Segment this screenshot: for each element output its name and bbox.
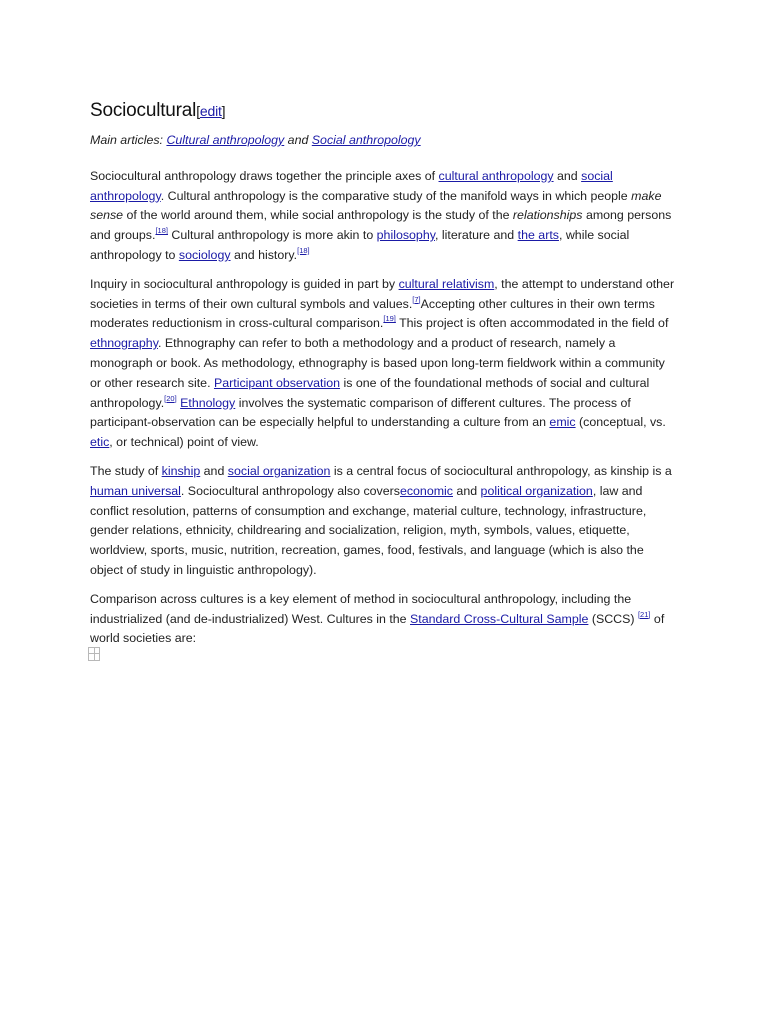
citation-link[interactable]: [19] [383, 314, 396, 324]
link-social-organization[interactable]: social organization [227, 463, 331, 478]
citation-link[interactable]: [21] [637, 609, 651, 619]
link-participant-observation[interactable]: Participant observation [213, 375, 341, 390]
link-kinship[interactable]: kinship [161, 463, 201, 478]
paragraph-3: The study of kinship and social organization is a central focus of sociocultural anthropology, as kinship is a human universal. Sociocultural anthropology also coverseconomic and political organization, law and conflict resolution, patterns of consumption and exchange, material culture, technology, infrastructure, gender relations, ethnicity, childrearing and socialization, religion, myth, symbols, values, etiquette, worldview, sports, music, nutrition, recreation, games, food, festivals, and language (which is also the object of study in linguistic anthropology). [90, 463, 672, 577]
edit-link[interactable]: edit [199, 103, 222, 119]
link-ethnography[interactable]: ethnography [90, 336, 158, 351]
link-cultural-anthropology[interactable]: cultural anthropology [438, 168, 554, 183]
link-emic[interactable]: emic [549, 415, 576, 430]
citation-21 [638, 610, 651, 619]
hatnote-main-articles: Main articles: Cultural anthropology and Social anthropology [90, 133, 421, 147]
article-content [90, 98, 678, 658]
link-economic[interactable]: economic [399, 483, 453, 498]
link-ethnology[interactable]: Ethnology [180, 395, 236, 410]
link-sociology[interactable]: sociology [178, 247, 231, 262]
paragraph-2: Inquiry in sociocultural anthropology is guided in part by cultural relativism, the attempt to understand other societies in terms of their own cultural symbols and values.[7]Accepting other cultures in their own terms moderates reductionism in cross-cultural comparison.[19] This project is often accommodated in the field of ethnography. Ethnography can refer to both a methodology and a product of research, namely a monograph or book. As methodology, ethnography is based upon long-term fieldwork within a community or other research site. Participant observation is one of the foundational methods of social and cultural anthropology.[20] Ethnology involves the systematic comparison of different cultures. The process of participant-observation can be especially helpful to understanding a culture from an emic (conceptual, vs. etic, or technical) point of view. [90, 276, 675, 450]
link-human-universal[interactable]: human universal [90, 483, 181, 498]
link-social-anthropology[interactable]: social anthropology [90, 168, 613, 203]
citation-19 [383, 314, 396, 323]
paragraph-4: Comparison across cultures is a key element of method in sociocultural anthropology, including the industrialized (and de-industrialized) West. Cultures in the Standard Cross-Cultural Sample (SCCS) [21] of world societies are: [90, 591, 665, 646]
citation-link[interactable]: [18] [297, 245, 310, 255]
link-standard-cross-cultural-sample[interactable]: Standard Cross-Cultural Sample [410, 611, 589, 626]
citation-18-b [297, 246, 310, 255]
link-etic[interactable]: etic [90, 435, 110, 450]
citation-18 [155, 226, 168, 235]
citation-link[interactable]: [18] [155, 226, 168, 236]
citation-link[interactable]: [20] [164, 393, 177, 403]
link-cultural-anthropology-article[interactable]: Cultural anthropology [166, 133, 285, 147]
edit-section: [edit] [196, 103, 226, 119]
citation-link[interactable]: [7] [412, 294, 421, 304]
citation-20 [164, 394, 177, 403]
section-title: Sociocultural [90, 100, 197, 121]
broken-image-icon [88, 647, 100, 661]
citation-7 [412, 295, 420, 304]
link-political-organization[interactable]: political organization [480, 483, 593, 498]
emphasis-relationships: relationships [512, 208, 583, 223]
link-social-anthropology-article[interactable]: Social anthropology [311, 133, 421, 147]
paragraph-1: Sociocultural anthropology draws together the principle axes of cultural anthropology and social anthropology. Cultural anthropology is the comparative study of the manifold ways in which people make sense of the world around them, while social anthropology is the study of the relationships among persons and groups.[18] Cultural anthropology is more akin to philosophy, literature and the arts, while social anthropology to sociology and history.[18] [90, 168, 672, 262]
link-cultural-relativism[interactable]: cultural relativism [398, 276, 495, 291]
section-heading [90, 98, 678, 124]
emphasis-make-sense: make sense [90, 188, 662, 223]
link-the-arts[interactable]: the arts [517, 228, 559, 243]
link-philosophy[interactable]: philosophy [376, 228, 435, 243]
